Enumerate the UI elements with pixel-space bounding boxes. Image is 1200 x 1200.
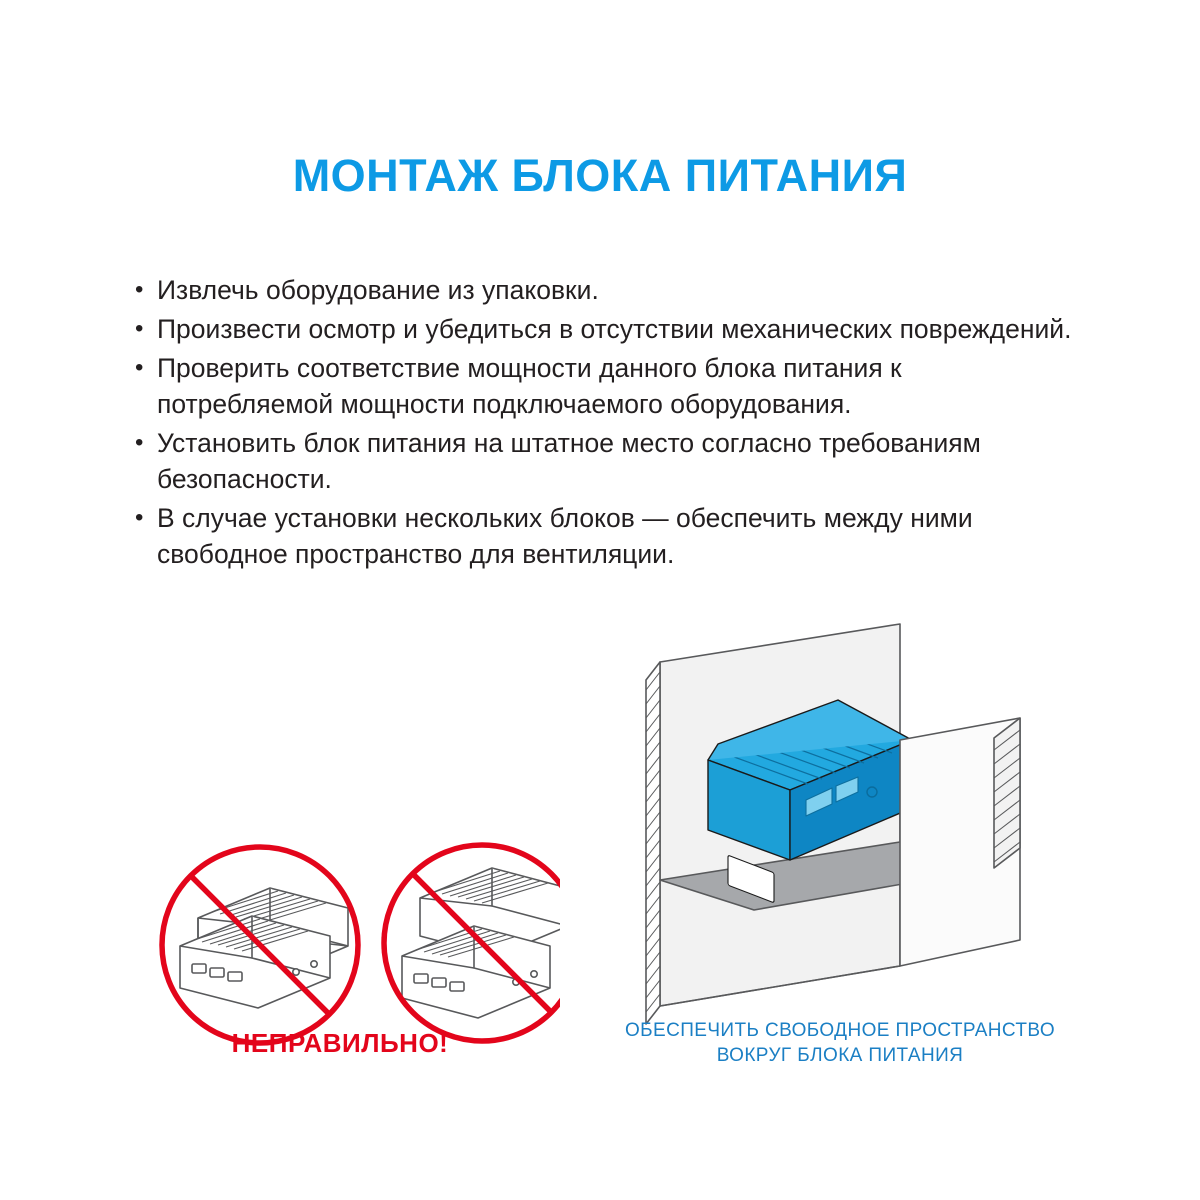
list-item-text: Извлечь оборудование из упаковки. — [157, 275, 599, 305]
list-item — [135, 272, 1075, 308]
list-item-text: В случае установки нескольких блоков — обеспечить между ними свободное пространство для вентиляции. — [157, 503, 973, 569]
bullet-marker: • — [135, 276, 144, 303]
correct-illustration — [600, 610, 1080, 1030]
wrong-caption: НЕПРАВИЛЬНО! — [231, 1028, 449, 1058]
instruction-list — [135, 272, 1075, 575]
bullet-marker: • — [135, 354, 144, 381]
list-item — [135, 425, 1075, 497]
bullet-marker: • — [135, 315, 144, 342]
list-item-text: Произвести осмотр и убедиться в отсутствии механических повреждений. — [157, 314, 1072, 344]
bullet-marker: • — [135, 504, 144, 531]
power-supply-in-wall-niche-icon — [600, 610, 1080, 1030]
list-item-text: Проверить соответствие мощности данного блока питания к потребляемой мощности подключаемого оборудования. — [157, 353, 902, 419]
list-item — [135, 311, 1075, 347]
page-title: МОНТАЖ БЛОКА ПИТАНИЯ — [292, 150, 908, 201]
list-item — [135, 500, 1075, 572]
correct-caption — [580, 1018, 1100, 1068]
list-item — [135, 350, 1075, 422]
correct-caption-line-2: ВОКРУГ БЛОКА ПИТАНИЯ — [716, 1045, 964, 1066]
list-item-text: Установить блок питания на штатное место согласно требованиям безопасности. — [157, 428, 981, 494]
bullet-marker: • — [135, 429, 144, 456]
correct-caption-line-1: ОБЕСПЕЧИТЬ СВОБОДНОЕ ПРОСТРАНСТВО — [624, 1020, 1056, 1041]
illustration-area — [0, 600, 1200, 1200]
